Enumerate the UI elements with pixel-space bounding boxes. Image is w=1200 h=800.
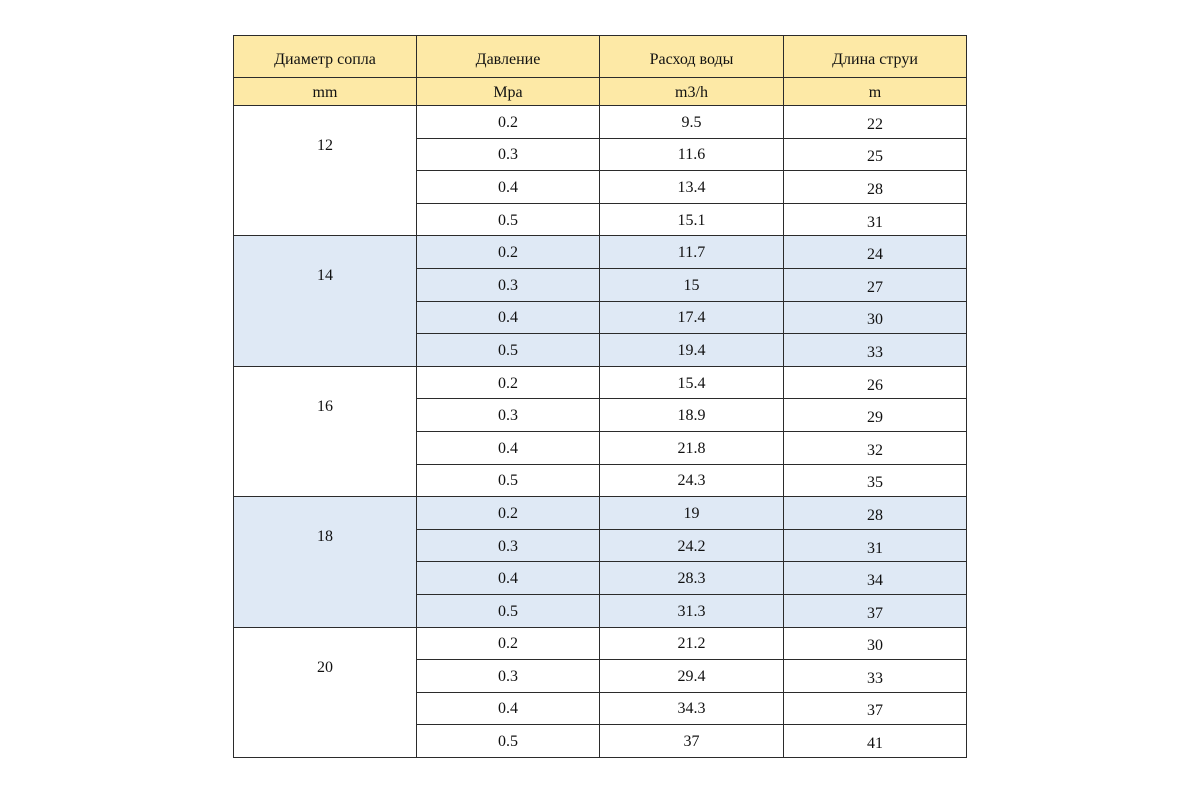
flow-cell: 15 (600, 268, 784, 301)
flow-cell: 13.4 (600, 171, 784, 204)
table-row (234, 627, 967, 660)
length-cell: 26 (784, 366, 967, 399)
length-cell: 34 (784, 562, 967, 595)
pressure-cell: 0.5 (417, 725, 600, 758)
length-cell: 33 (784, 660, 967, 693)
pressure-cell: 0.3 (417, 529, 600, 562)
diameter-cell: 18 (234, 497, 417, 627)
flow-cell: 19.4 (600, 334, 784, 367)
length-cell: 28 (784, 171, 967, 204)
pressure-cell: 0.2 (417, 236, 600, 269)
pressure-cell: 0.4 (417, 692, 600, 725)
diameter-cell: 20 (234, 627, 417, 757)
table-row (234, 236, 967, 269)
pressure-cell: 0.3 (417, 268, 600, 301)
pressure-cell: 0.5 (417, 203, 600, 236)
unit-diameter: mm (234, 78, 417, 106)
length-cell: 32 (784, 431, 967, 464)
pressure-cell: 0.2 (417, 366, 600, 399)
length-cell: 22 (784, 106, 967, 139)
flow-cell: 28.3 (600, 562, 784, 595)
diameter-cell: 16 (234, 366, 417, 496)
length-cell: 30 (784, 301, 967, 334)
table-row (234, 366, 967, 399)
length-cell: 37 (784, 692, 967, 725)
pressure-cell: 0.3 (417, 660, 600, 693)
nozzle-spec-table (233, 35, 967, 758)
flow-cell: 37 (600, 725, 784, 758)
pressure-cell: 0.2 (417, 106, 600, 139)
pressure-cell: 0.3 (417, 399, 600, 432)
table-row (234, 497, 967, 530)
pressure-cell: 0.5 (417, 334, 600, 367)
flow-cell: 19 (600, 497, 784, 530)
flow-cell: 11.6 (600, 138, 784, 171)
diameter-cell: 14 (234, 236, 417, 366)
flow-cell: 9.5 (600, 106, 784, 139)
header-diameter: Диаметр сопла (234, 36, 417, 78)
length-cell: 37 (784, 594, 967, 627)
pressure-cell: 0.5 (417, 464, 600, 497)
flow-cell: 34.3 (600, 692, 784, 725)
header-row (234, 36, 967, 78)
length-cell: 29 (784, 399, 967, 432)
flow-cell: 15.4 (600, 366, 784, 399)
flow-cell: 11.7 (600, 236, 784, 269)
flow-cell: 21.2 (600, 627, 784, 660)
length-cell: 30 (784, 627, 967, 660)
length-cell: 31 (784, 529, 967, 562)
pressure-cell: 0.5 (417, 594, 600, 627)
pressure-cell: 0.2 (417, 497, 600, 530)
flow-cell: 17.4 (600, 301, 784, 334)
diameter-cell: 12 (234, 106, 417, 236)
pressure-cell: 0.4 (417, 171, 600, 204)
header-pressure: Давление (417, 36, 600, 78)
unit-pressure: Mpa (417, 78, 600, 106)
length-cell: 31 (784, 203, 967, 236)
unit-length: m (784, 78, 967, 106)
flow-cell: 21.8 (600, 431, 784, 464)
flow-cell: 18.9 (600, 399, 784, 432)
flow-cell: 31.3 (600, 594, 784, 627)
pressure-cell: 0.4 (417, 562, 600, 595)
length-cell: 24 (784, 236, 967, 269)
units-row (234, 78, 967, 106)
header-length: Длина струи (784, 36, 967, 78)
flow-cell: 29.4 (600, 660, 784, 693)
pressure-cell: 0.2 (417, 627, 600, 660)
header-flow: Расход воды (600, 36, 784, 78)
flow-cell: 15.1 (600, 203, 784, 236)
pressure-cell: 0.4 (417, 301, 600, 334)
pressure-cell: 0.4 (417, 431, 600, 464)
length-cell: 25 (784, 138, 967, 171)
pressure-cell: 0.3 (417, 138, 600, 171)
length-cell: 28 (784, 497, 967, 530)
unit-flow: m3/h (600, 78, 784, 106)
flow-cell: 24.2 (600, 529, 784, 562)
length-cell: 27 (784, 268, 967, 301)
length-cell: 35 (784, 464, 967, 497)
length-cell: 33 (784, 334, 967, 367)
flow-cell: 24.3 (600, 464, 784, 497)
length-cell: 41 (784, 725, 967, 758)
table-row (234, 106, 967, 139)
